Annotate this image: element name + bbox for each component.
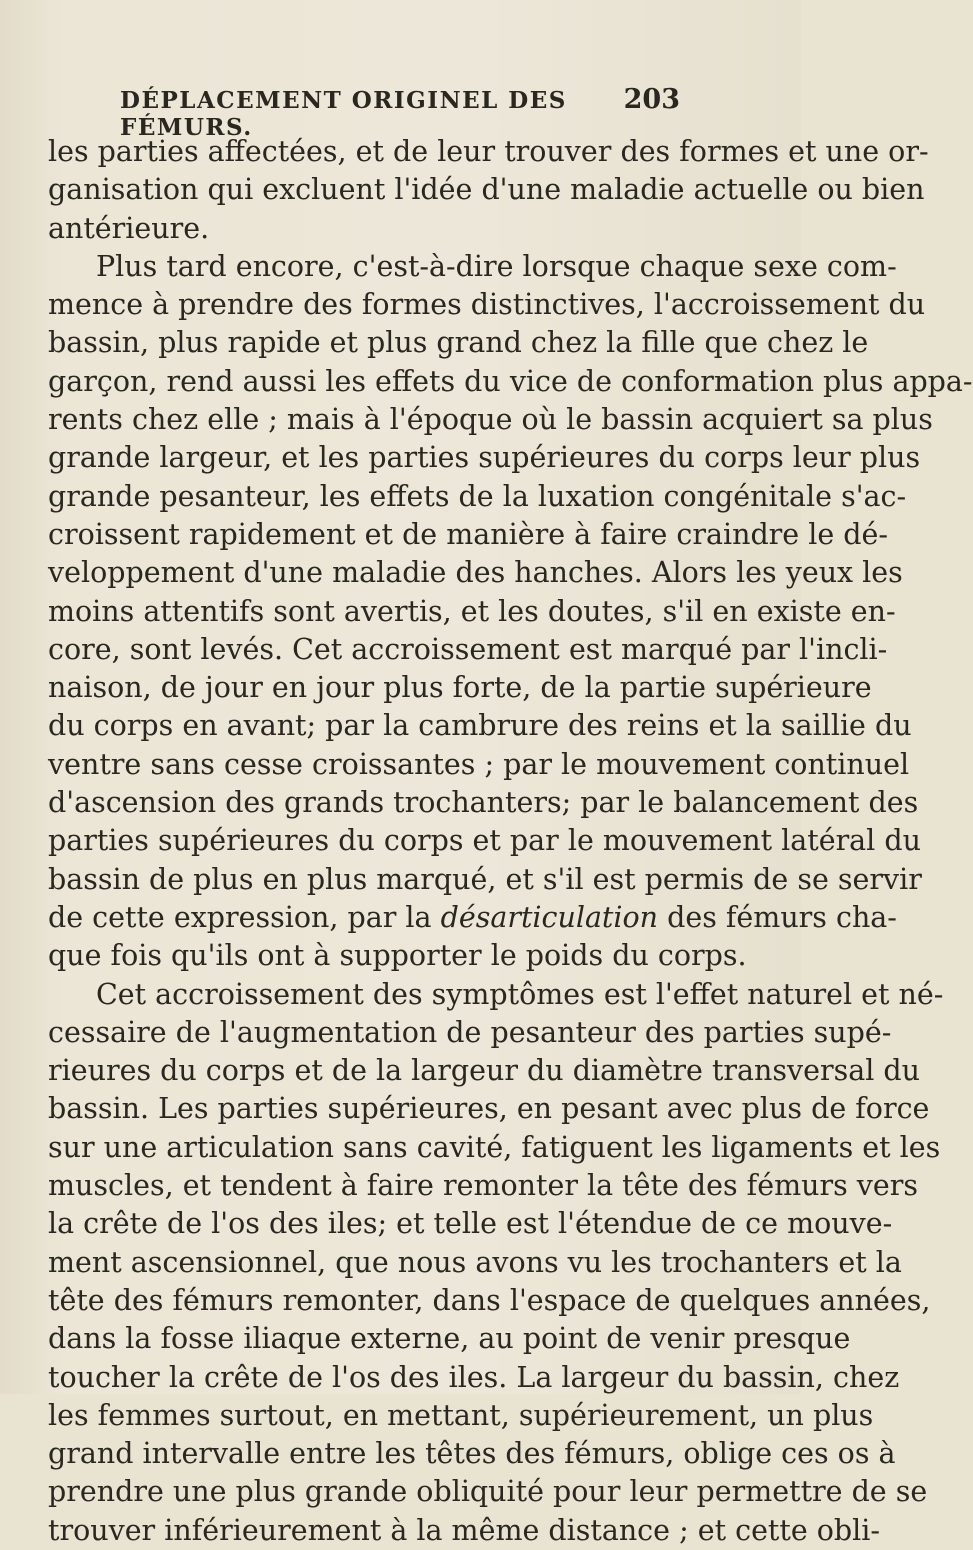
body-text (48, 133, 973, 1550)
text-line: parties supérieures du corps et par le mouvement latéral du (48, 824, 921, 858)
text-line: d'ascension des grands trochanters; par le balancement des (48, 786, 919, 820)
italic-term: désarticulation (440, 900, 659, 934)
text-line: cessaire de l'augmentation de pesanteur des parties supé- (48, 1015, 892, 1049)
text-line: ventre sans cesse croissantes ; par le mouvement continuel (48, 747, 910, 781)
text-line: core, sont levés. Cet accroissement est marqué par l'incli- (48, 632, 888, 666)
text-line: bassin. Les parties supérieures, en pesant avec plus de force (48, 1092, 930, 1126)
text-line: rents chez elle ; mais à l'époque où le bassin acquiert sa plus (48, 403, 933, 437)
text-line: veloppement d'une maladie des hanches. Alors les yeux les (48, 556, 903, 590)
text-line: les femmes surtout, en mettant, supérieurement, un plus (48, 1398, 874, 1432)
text-line: rieures du corps et de la largeur du diamètre transversal du (48, 1054, 920, 1088)
running-head (120, 84, 680, 141)
text-line: naison, de jour en jour plus forte, de la partie supérieure (48, 671, 872, 705)
text-line: de cette expression, par la désarticulation des fémurs cha- (48, 900, 897, 934)
text-line: dans la fosse iliaque externe, au point de venir presque (48, 1322, 851, 1356)
text-line: mence à prendre des formes distinctives, l'accroissement du (48, 288, 926, 322)
text-line: du corps en avant; par la cambrure des reins et la saillie du (48, 709, 912, 743)
running-title: DÉPLACEMENT ORIGINEL DES FÉMURS. (120, 87, 567, 141)
text-line: Plus tard encore, c'est-à-dire lorsque chaque sexe com- (96, 249, 897, 283)
text-line: la crête de l'os des iles; et telle est l'étendue de ce mouve- (48, 1207, 893, 1241)
text-line: tête des fémurs remonter, dans l'espace de quelques années, (48, 1283, 931, 1317)
text-line: antérieure. (48, 211, 210, 245)
text-line: garçon, rend aussi les effets du vice de conformation plus appa- (48, 364, 973, 398)
text-line: grande pesanteur, les effets de la luxation congénitale s'ac- (48, 479, 907, 513)
text-line: les parties affectées, et de leur trouver des formes et une or- (48, 135, 929, 168)
page-number: 203 (623, 84, 680, 115)
text-line: toucher la crête de l'os des iles. La largeur du bassin, chez (48, 1360, 900, 1394)
text-line: sur une articulation sans cavité, fatiguent les ligaments et les (48, 1130, 941, 1164)
text-line: bassin, plus rapide et plus grand chez la fille que chez le (48, 326, 869, 360)
text-line: grand intervalle entre les têtes des fémurs, oblige ces os à (48, 1437, 896, 1471)
text-line: que fois qu'ils ont à supporter le poids du corps. (48, 939, 747, 973)
text-line: croissent rapidement et de manière à faire craindre le dé- (48, 517, 889, 551)
text-line: trouver inférieurement à la même distance ; et cette obli- (48, 1513, 881, 1547)
text-line: bassin de plus en plus marqué, et s'il est permis de se servir (48, 862, 922, 896)
text-line: moins attentifs sont avertis, et les doutes, s'il en existe en- (48, 594, 896, 628)
text-line: grande largeur, et les parties supérieures du corps leur plus (48, 441, 921, 475)
text-line: ment ascensionnel, que nous avons vu les trochanters et la (48, 1245, 902, 1279)
text-line: ganisation qui excluent l'idée d'une maladie actuelle ou bien (48, 173, 925, 207)
text-line: prendre une plus grande obliquité pour leur permettre de se (48, 1475, 928, 1509)
text-line: muscles, et tendent à faire remonter la tête des fémurs vers (48, 1169, 918, 1203)
text-line: Cet accroissement des symptômes est l'effet naturel et né- (96, 977, 944, 1011)
